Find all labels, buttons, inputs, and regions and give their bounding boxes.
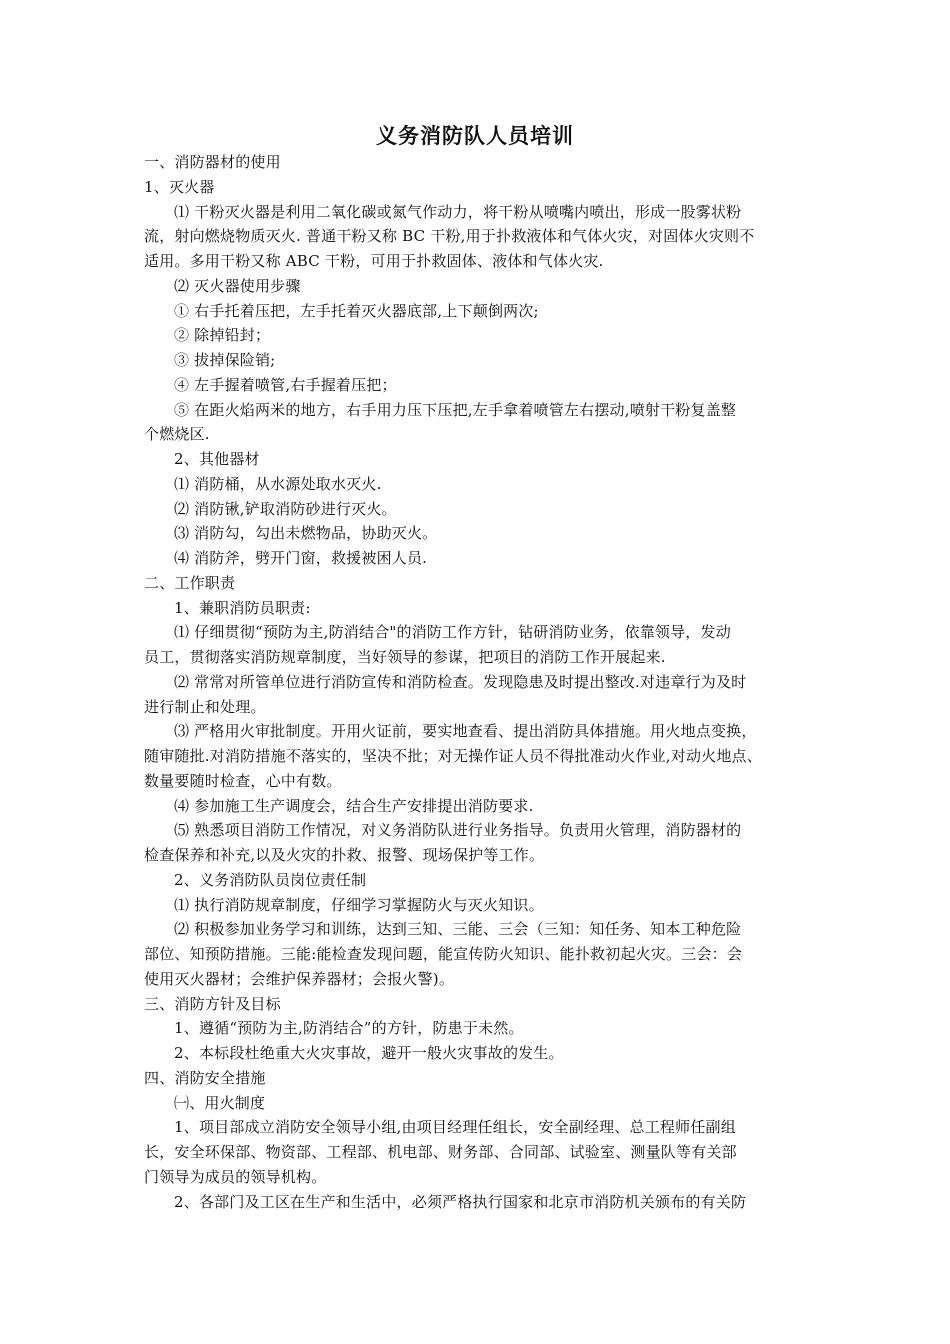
text-line: ㈠、用火制度 <box>174 1093 266 1112</box>
text-line: 流，射向燃烧物质灭火. 普通干粉又称 BC 干粉,用于扑救液体和气体火灾，对固体火灾则不 <box>144 227 755 246</box>
text-line: 2、其他器材 <box>174 450 260 468</box>
text-line: 二、工作职责 <box>144 573 236 592</box>
text-line: ⑸ 熟悉项目消防工作情况，对义务消防队进行业务指导。负责用火管理，消防器材的 <box>174 821 742 840</box>
document-title: 义务消防队人员培训 <box>376 123 574 148</box>
text-line: 1、项目部成立消防安全领导小组,由项目经理任组长，安全副经理、总工程师任副组 <box>174 1118 736 1137</box>
text-line: ③ 拔掉保险销; <box>174 351 276 369</box>
text-line: ⑴ 干粉灭火器是利用二氧化碳或氮气作动力，将干粉从喷嘴内喷出，形成一股雾状粉 <box>174 202 742 221</box>
text-line: 适用。多用干粉又称 ABC 干粉，可用于扑救固体、液体和气体火灾. <box>144 252 604 270</box>
text-line: ⑶ 消防勾，勾出未燃物品，协助灭火。 <box>174 524 438 543</box>
text-line: 1、灭火器 <box>144 177 215 196</box>
text-line: 2、本标段杜绝重大火灾事故，避开一般火灾事故的发生。 <box>174 1044 564 1062</box>
text-line: 数量要随时检查，心中有数。 <box>144 771 342 790</box>
text-line: ② 除掉铅封； <box>174 326 271 345</box>
text-line: ⑷ 消防斧，劈开门窗，救援被困人员. <box>174 549 428 567</box>
text-line: 三、消防方针及目标 <box>144 994 281 1013</box>
text-line: 检查保养和补充,以及火灾的扑救、报警、现场保护等工作。 <box>144 846 545 864</box>
text-line: 2、义务消防队员岗位责任制 <box>174 870 367 889</box>
text-line: 四、消防安全措施 <box>144 1068 266 1087</box>
text-line: 1、遵循“预防为主,防消结合”的方针，防患于未然。 <box>174 1019 524 1038</box>
text-line: 门领导为成员的领导机构。 <box>144 1167 327 1186</box>
text-line: ⑵ 灭火器使用步骤 <box>174 276 301 295</box>
text-line: 部位、知预防措施。三能:能检查发现问题，能宣传防火知识、能扑救初起火灾。三会：会 <box>144 945 743 963</box>
text-line: ⑤ 在距火焰两米的地方，右手用力压下压把,左手拿着喷管左右摆动,喷射干粉复盖整 <box>174 400 737 419</box>
text-line: 长，安全环保部、物资部、工程部、机电部、财务部、合同部、试验室、测量队等有关部 <box>144 1143 737 1161</box>
text-line: ⑵ 消防锹,铲取消防砂进行灭火。 <box>174 499 397 518</box>
text-line: ⑵ 积极参加业务学习和训练，达到三知、三能、三会（三知：知任务、知本工种危险 <box>174 920 742 939</box>
document-body <box>144 150 834 1214</box>
text-line: 使用灭火器材；会维护保养器材；会报火警)。 <box>144 969 455 988</box>
text-line: 2、各部门及工区在生产和生活中，必须严格执行国家和北京市消防机关颁布的有关防 <box>174 1192 747 1211</box>
text-line: ④ 左手握着喷管,右手握着压把； <box>174 375 397 394</box>
text-line: ⑴ 仔细贯彻“预防为主,防消结合"的消防工作方针，钻研消防业务，依靠领导，发动 <box>174 623 731 642</box>
text-line: 1、兼职消防员职责: <box>174 598 311 617</box>
text-line: ⑵ 常常对所管单位进行消防宣传和消防检查。发现隐患及时提出整改.对违章行为及时 <box>174 672 747 691</box>
text-line: ⑴ 消防桶，从水源处取水灭火. <box>174 474 382 493</box>
text-line: 个燃烧区. <box>144 425 210 444</box>
text-line: ① 右手托着压把，左手托着灭火器底部,上下颠倒两次; <box>174 301 539 320</box>
text-line: 进行制止和处理。 <box>144 697 266 716</box>
text-line: 员工，贯彻落实消防规章制度，当好领导的参谋，把项目的消防工作开展起来. <box>144 648 666 666</box>
text-line: ⑶ 严格用火审批制度。开用火证前，要实地查看、提出消防具体措施。用火地点变换， <box>174 722 757 741</box>
text-line: ⑷ 参加施工生产调度会，结合生产安排提出消防要求. <box>174 796 534 815</box>
text-line: 随审随批.对消防措施不落实的，坚决不批；对无操作证人员不得批准动火作业,对动火地点、 <box>144 747 762 765</box>
text-line: ⑴ 执行消防规章制度，仔细学习掌握防火与灭火知识。 <box>174 895 544 914</box>
text-line: 一、消防器材的使用 <box>144 153 281 171</box>
